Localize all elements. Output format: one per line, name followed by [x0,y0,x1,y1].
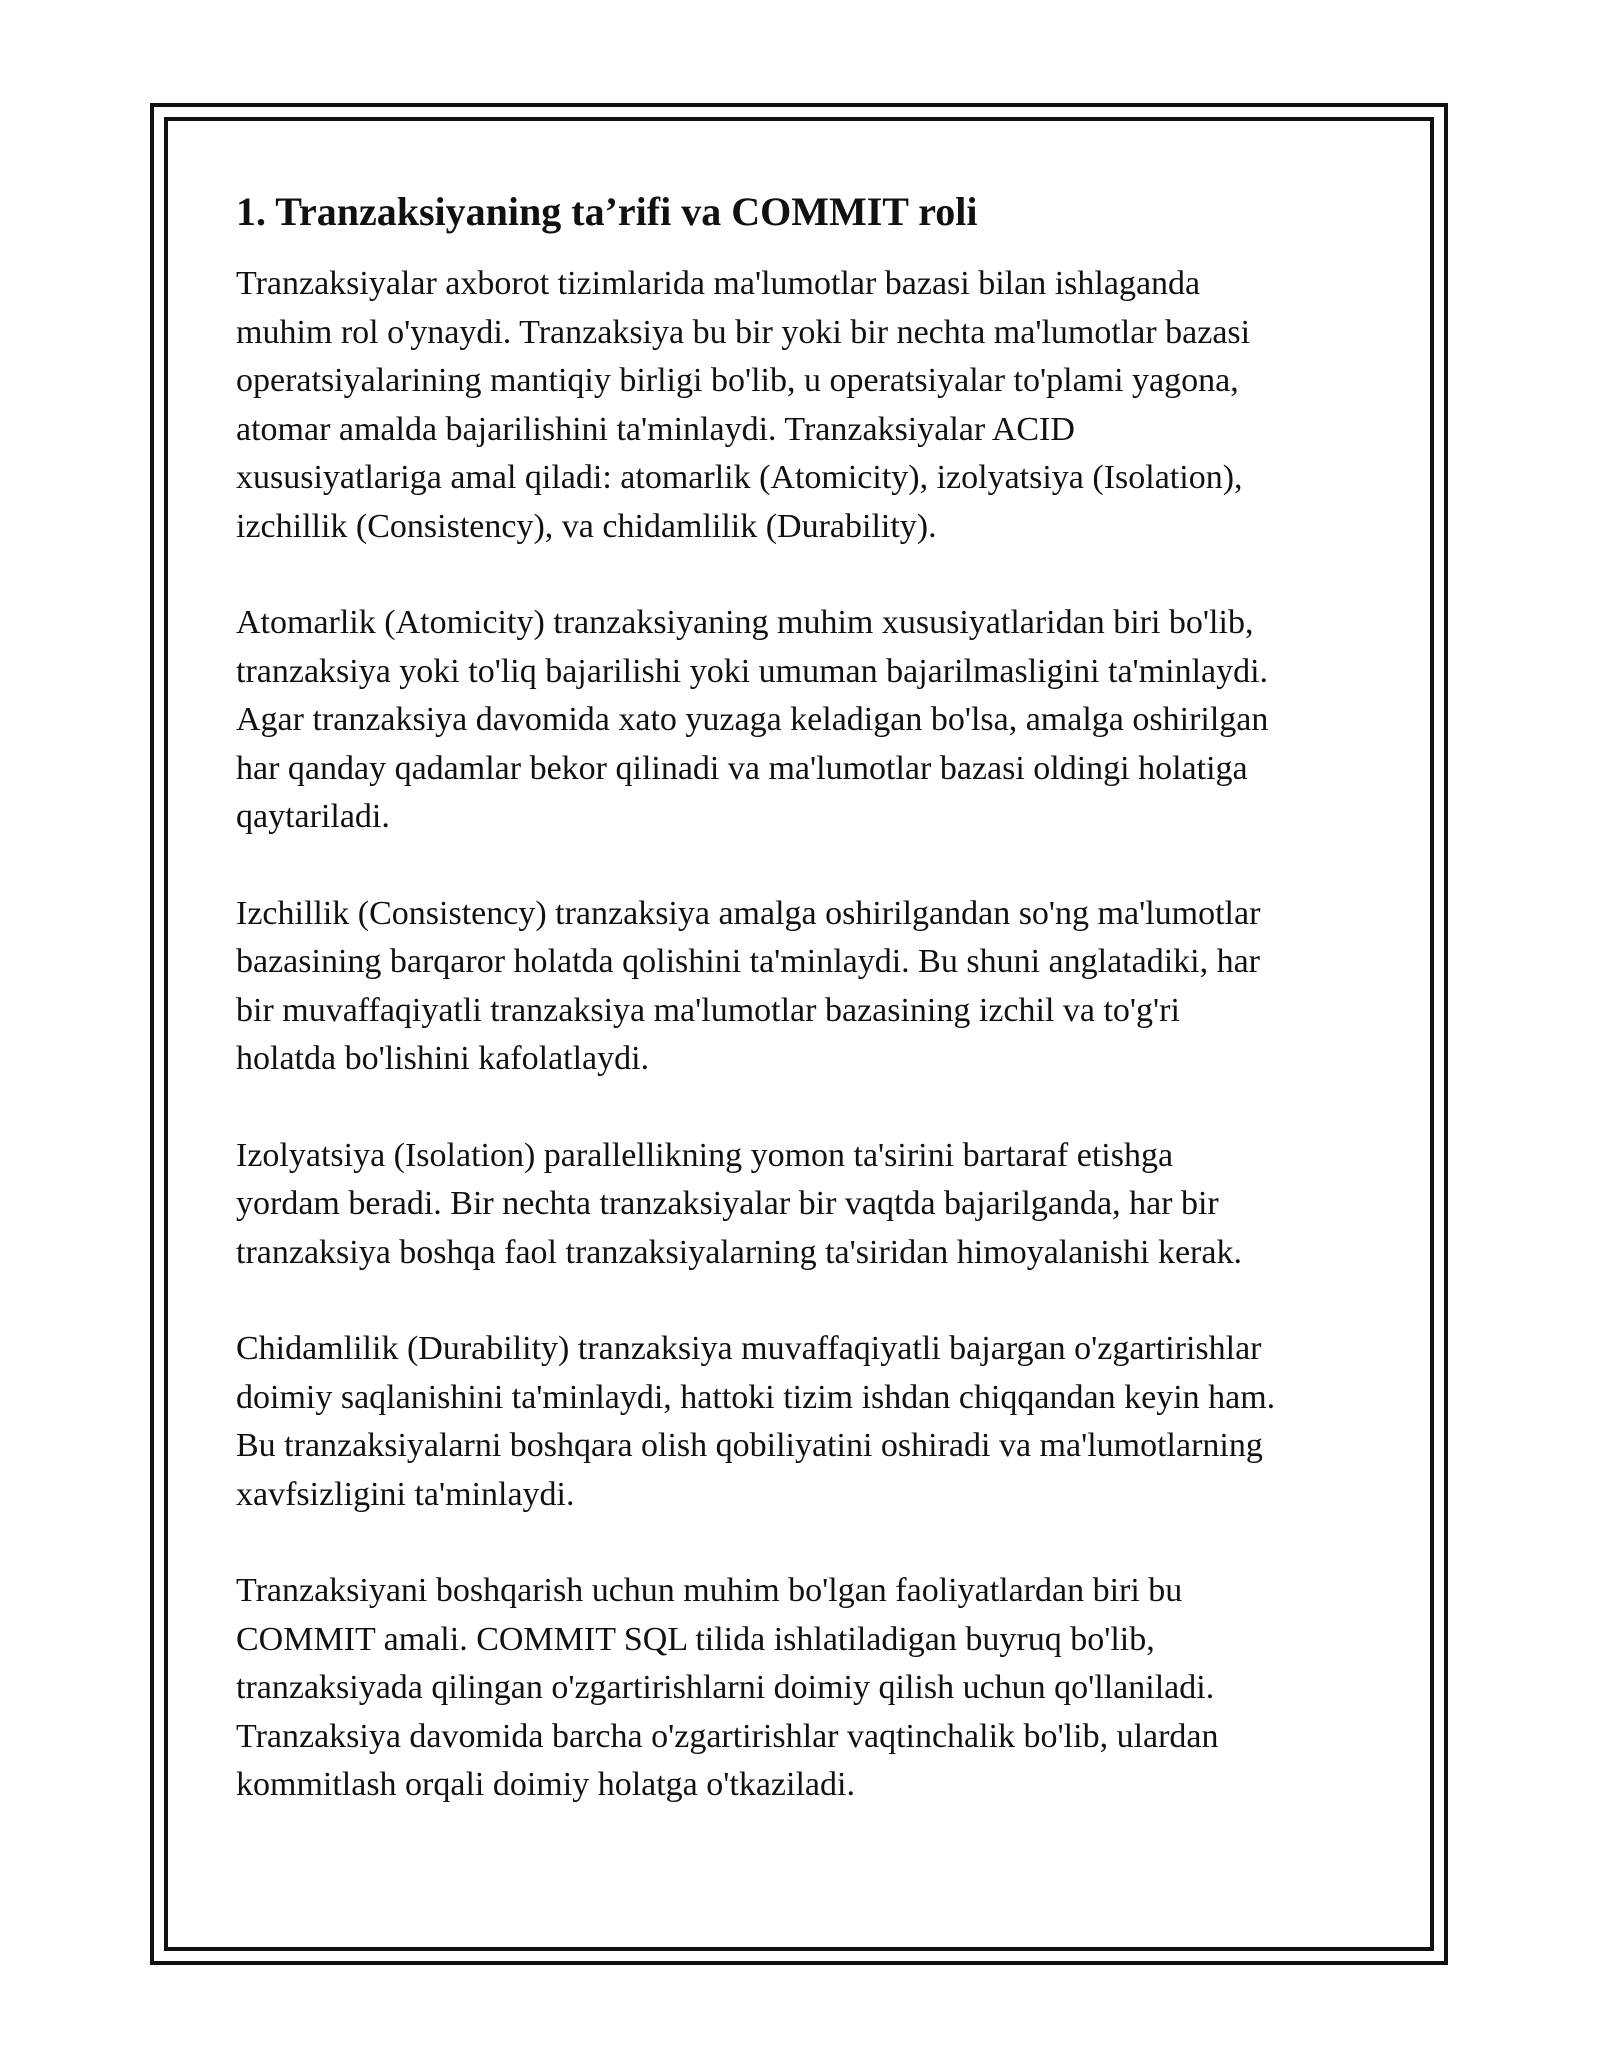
paragraph-commit [236,1567,1376,1810]
document-body [236,186,1376,1858]
paragraph-line: Tranzaksiyani boshqarish uchun muhim bo'lgan faoliyatlardan biri bu [236,1572,1183,1609]
paragraph-line: tranzaksiyada qilingan o'zgartirishlarni doimiy qilish uchun qo'llaniladi. [236,1669,1215,1706]
paragraph-line: Chidamlilik (Durability) tranzaksiya muvaffaqiyatli bajargan o'zgartirishlar [236,1330,1262,1367]
paragraph-line: doimiy saqlanishini ta'minlaydi, hattoki tizim ishdan chiqqandan keyin ham. [236,1378,1276,1416]
paragraph-line: Tranzaksiya davomida barcha o'zgartirishlar vaqtinchalik bo'lib, ulardan [236,1717,1219,1755]
paragraph-line: holatda bo'lishini kafolatlaydi. [236,1040,650,1077]
paragraph-consistency [236,890,1376,1084]
paragraph-line: operatsiyalarining mantiqiy birligi bo'lib, u operatsiyalar to'plami yagona, [236,362,1239,399]
paragraph-line: kommitlash orqali doimiy holatga o'tkaziladi. [236,1766,855,1803]
paragraph-transactions-intro [236,260,1376,551]
paragraph-line: izchillik (Consistency), va chidamlilik (Durability). [236,507,937,545]
paragraph-line: tranzaksiya boshqa faol tranzaksiyalarning ta'siridan himoyalanishi kerak. [236,1233,1242,1271]
paragraph-line: Izolyatsiya (Isolation) parallellikning yomon ta'sirini bartaraf etishga [236,1136,1174,1174]
paragraph-atomicity [236,599,1376,842]
paragraph-line: Tranzaksiyalar axborot tizimlarida ma'lumotlar bazasi bilan ishlaganda [236,265,1201,302]
paragraph-line: Agar tranzaksiya davomida xato yuzaga keladigan bo'lsa, amalga oshirilgan [236,701,1269,738]
paragraph-line: xavfsizligini ta'minlaydi. [236,1475,575,1513]
paragraph-durability [236,1325,1376,1519]
paragraph-line: Izchillik (Consistency) tranzaksiya amalga oshirilgandan so'ng ma'lumotlar [236,894,1261,932]
paragraph-line: xususiyatlariga amal qiladi: atomarlik (Atomicity), izolyatsiya (Isolation), [236,459,1243,496]
paragraph-line: Bu tranzaksiyalarni boshqara olish qobiliyatini oshiradi va ma'lumotlarning [236,1427,1263,1464]
paragraph-line: atomar amalda bajarilishini ta'minlaydi. Tranzaksiyalar ACID [236,410,1075,448]
paragraph-line: COMMIT amali. COMMIT SQL tilida ishlatiladigan buyruq bo'lib, [236,1620,1155,1658]
paragraph-line: bazasining barqaror holatda qolishini ta'minlaydi. Bu shuni anglatadiki, har [236,943,1261,980]
paragraph-isolation [236,1132,1376,1278]
paragraph-line: har qanday qadamlar bekor qilinadi va ma'lumotlar bazasi oldingi holatiga [236,749,1248,787]
paragraph-line: Atomarlik (Atomicity) tranzaksiyaning muhim xususiyatlaridan biri bo'lib, [236,604,1254,641]
paragraph-line: tranzaksiya yoki to'liq bajarilishi yoki umuman bajarilmasligini ta'minlaydi. [236,652,1269,690]
section-title: 1. Tranzaksiyaning ta’rifi va COMMIT roli [236,189,978,234]
paragraph-line: bir muvaffaqiyatli tranzaksiya ma'lumotlar bazasining izchil va to'g'ri [236,991,1180,1029]
paragraph-line: yordam beradi. Bir nechta tranzaksiyalar bir vaqtda bajarilganda, har bir [236,1185,1219,1222]
paragraph-line: qaytariladi. [236,798,390,835]
paragraph-line: muhim rol o'ynaydi. Tranzaksiya bu bir yoki bir nechta ma'lumotlar bazasi [236,313,1251,351]
